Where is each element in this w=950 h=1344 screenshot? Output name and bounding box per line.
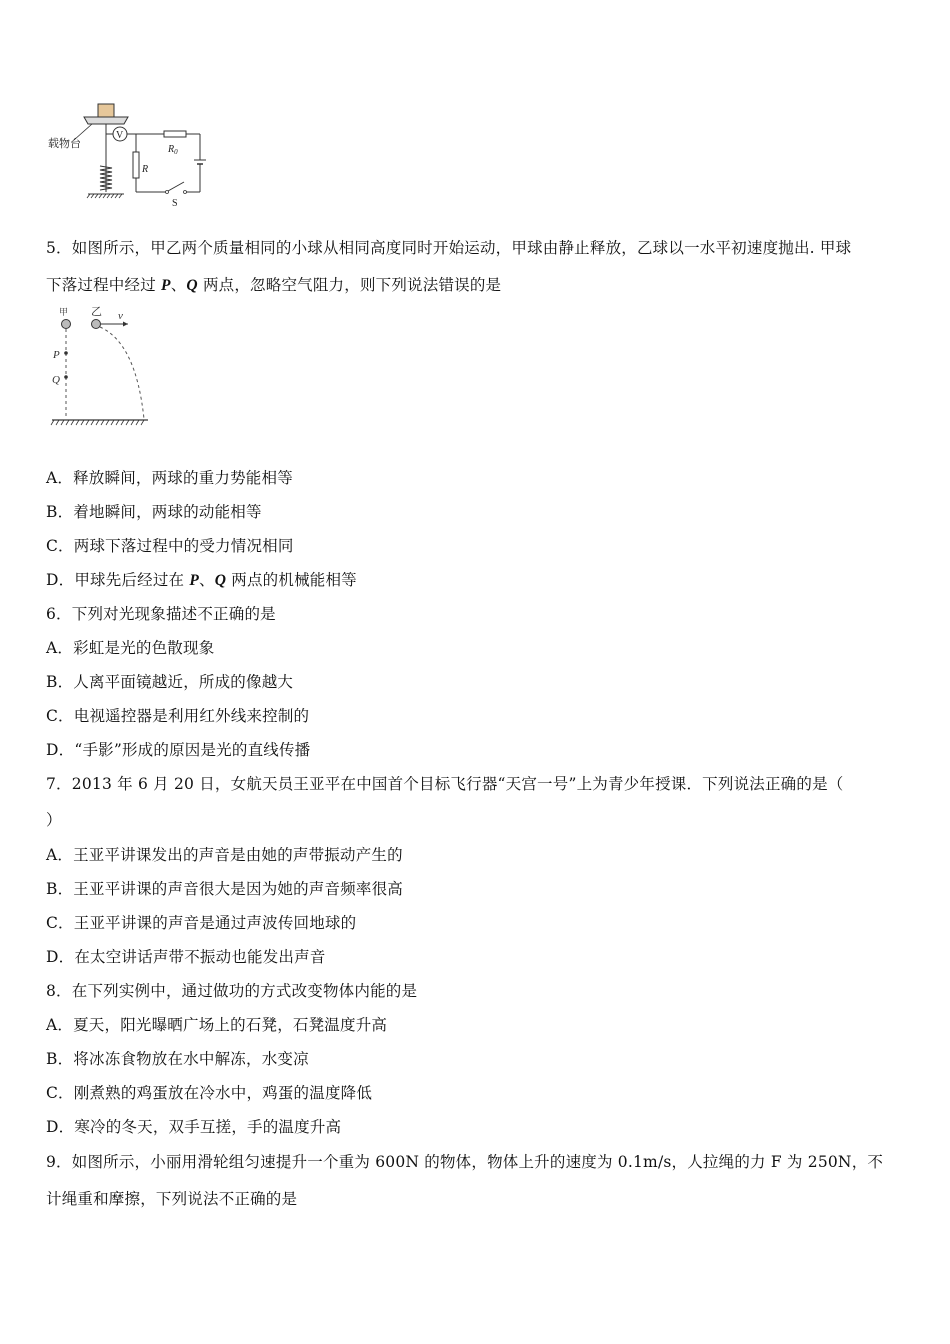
q7-stem-line2: ） bbox=[46, 811, 62, 829]
q9-stem-line1: 9．如图所示，小丽用滑轮组匀速提升一个重为 600N 的物体，物体上升的速度为 0.1m/s，人拉绳的力 F 为 250N，不 bbox=[46, 1153, 884, 1171]
ball-jia bbox=[62, 320, 71, 329]
q6-option-c: C．电视遥控器是利用红外线来控制的 bbox=[46, 707, 310, 725]
q8-stem: 8．在下列实例中，通过做功的方式改变物体内能的是 bbox=[46, 982, 418, 1000]
q5-option-b: B．着地瞬间，两球的动能相等 bbox=[46, 503, 262, 521]
q5-option-a: A．释放瞬间，两球的重力势能相等 bbox=[46, 469, 293, 487]
q7-option-d: D．在太空讲话声带不振动也能发出声音 bbox=[46, 948, 326, 966]
point-q-dot bbox=[64, 375, 68, 379]
q8-option-c: C．刚煮熟的鸡蛋放在冷水中，鸡蛋的温度降低 bbox=[46, 1084, 373, 1102]
label-p: P bbox=[53, 349, 60, 361]
label-v: v bbox=[118, 310, 123, 322]
falling-balls-figure bbox=[44, 303, 164, 433]
q5-stem-line2: 下落过程中经过 P、Q 两点，忽略空气阻力，则下列说法错误的是 bbox=[46, 276, 502, 294]
q8-option-d: D．寒冷的冬天，双手互搓，手的温度升高 bbox=[46, 1118, 342, 1136]
label-q: Q bbox=[52, 374, 60, 386]
switch-label: S bbox=[172, 198, 178, 209]
q7-option-c: C．王亚平讲课的声音是通过声波传回地球的 bbox=[46, 914, 357, 932]
r0-label: $R_0$ bbox=[168, 144, 178, 156]
q5-stem-line1: 5．如图所示，甲乙两个质量相同的小球从相同高度同时开始运动，甲球由静止释放，乙球以一水平初速度抛出. 甲球 bbox=[46, 239, 852, 257]
q5-option-d: D．甲球先后经过在 P、Q 两点的机械能相等 bbox=[46, 571, 357, 589]
platform-label: 载物台 bbox=[48, 138, 81, 150]
platform-tray bbox=[84, 117, 128, 124]
q6-stem: 6．下列对光现象描述不正确的是 bbox=[46, 605, 276, 623]
cargo-box bbox=[98, 104, 114, 117]
resistor-r bbox=[133, 152, 139, 178]
point-p-dot bbox=[64, 351, 68, 355]
voltmeter-label: V bbox=[116, 130, 124, 141]
q7-option-a: A．王亚平讲课发出的声音是由她的声带振动产生的 bbox=[46, 846, 403, 864]
q9-stem-line2: 计绳重和摩擦，下列说法不正确的是 bbox=[46, 1190, 298, 1208]
q6-option-d: D．“手影”形成的原因是光的直线传播 bbox=[46, 741, 311, 759]
q8-option-b: B．将冰冻食物放在水中解冻，水变凉 bbox=[46, 1050, 309, 1068]
q8-option-a: A．夏天，阳光曝晒广场上的石凳，石凳温度升高 bbox=[46, 1016, 388, 1034]
ball-yi bbox=[92, 320, 101, 329]
label-yi: 乙 bbox=[91, 306, 102, 318]
resistor-r0 bbox=[164, 131, 186, 137]
yi-trajectory bbox=[100, 327, 144, 419]
point-p: P bbox=[161, 277, 171, 294]
point-q: Q bbox=[186, 277, 198, 294]
q6-option-b: B．人离平面镜越近，所成的像越大 bbox=[46, 673, 294, 691]
q7-option-b: B．王亚平讲课的声音很大是因为她的声音频率很高 bbox=[46, 880, 403, 898]
switch bbox=[168, 182, 184, 191]
q7-stem-line1: 7．2013 年 6 月 20 日，女航天员王亚平在中国首个目标飞行器“天宫一号”上为青少年授课．下列说法正确的是（ bbox=[46, 775, 844, 793]
q5-option-c: C．两球下落过程中的受力情况相同 bbox=[46, 537, 294, 555]
label-jia: 甲 bbox=[59, 307, 69, 317]
r-label: R bbox=[142, 164, 149, 175]
q6-option-a: A．彩虹是光的色散现象 bbox=[46, 639, 215, 657]
circuit-figure bbox=[44, 100, 214, 210]
